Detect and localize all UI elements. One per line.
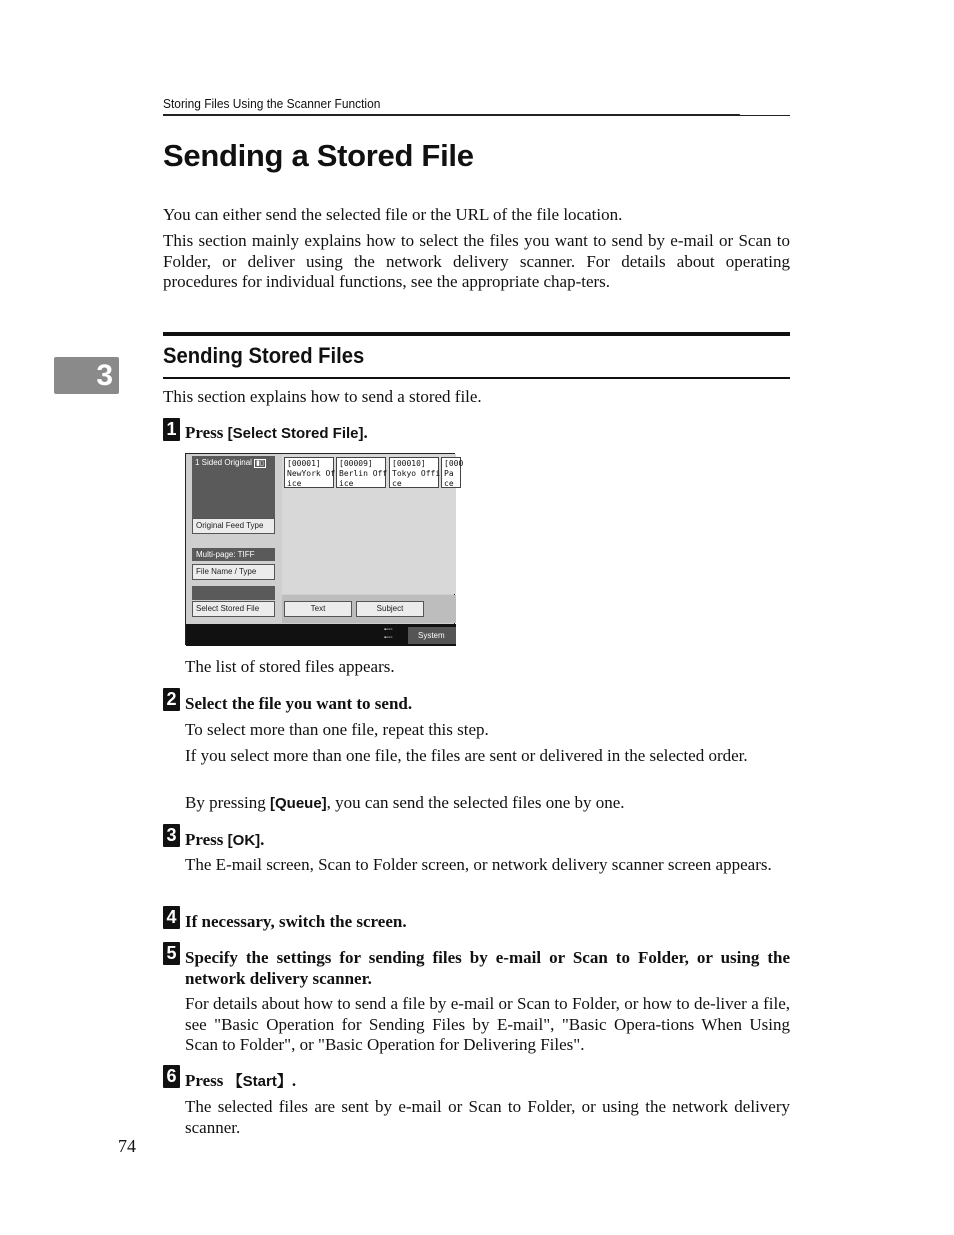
step-2-body-3: By pressing [Queue], you can send the selected files one by one. (185, 793, 625, 812)
file-name-type-button[interactable]: File Name / Type (192, 564, 275, 580)
section-intro: This section explains how to send a stored file. (163, 387, 482, 406)
step-4-instruction: If necessary, switch the screen. (185, 912, 407, 931)
step-3-body: The E-mail screen, Scan to Folder screen, or network delivery scanner screen appears. (185, 855, 772, 874)
multipage-label: Multi-page: TIFF (192, 548, 275, 561)
page-number: 74 (118, 1136, 136, 1156)
stored-file-card[interactable]: [00010] Tokyo Offi ce (389, 457, 439, 488)
select-stored-strip (192, 586, 275, 600)
step-2-body-1: To select more than one file, repeat this step. (185, 720, 489, 739)
step-badge-2: 2 (163, 688, 180, 711)
system-status-button[interactable]: System Stat (408, 627, 456, 644)
step-badge-6: 6 (163, 1065, 180, 1088)
text-button[interactable]: Text (284, 601, 352, 617)
step-1-result: The list of stored files appears. (185, 657, 395, 676)
intro-paragraph-2: This section mainly explains how to select the files you want to send by e-mail or Scan to Folder, or deliver using the network delivery scanner. For details about operating procedures for individual functions, see the appropriate chap-ters. (163, 231, 790, 292)
start-key: 【Start】 (227, 1073, 292, 1090)
scanner-screen-image (185, 453, 464, 657)
page-title: Sending a Stored File (163, 138, 474, 173)
step-6-instruction: Press 【Start】. (185, 1071, 297, 1090)
section-title: Sending Stored Files (163, 343, 365, 368)
step-2-body-2: If you select more than one file, the files are sent or delivered in the selected order. (185, 746, 748, 765)
step-1-instruction: Press [Select Stored File]. (185, 423, 368, 442)
step-badge-4: 4 (163, 906, 180, 929)
stored-file-card[interactable]: [00009] Berlin Off ice (336, 457, 386, 488)
memory-indicator-icon: ▪▫▫▫ ▪▫▫▫ (384, 627, 393, 641)
step-badge-1: 1 (163, 418, 180, 441)
original-feed-type-button[interactable]: Original Feed Type (192, 518, 275, 534)
queue-key: [Queue] (270, 795, 327, 812)
intro-paragraph-1: You can either send the selected file or the URL of the file location. (163, 205, 623, 224)
stored-file-card[interactable]: [000 Pa ce (441, 457, 461, 488)
step-badge-5: 5 (163, 942, 180, 965)
original-type-box: 1 Sided Original ▮▯ (192, 456, 275, 518)
section-rule-top (163, 332, 790, 336)
ok-key: [OK] (227, 832, 261, 849)
subject-button[interactable]: Subject (356, 601, 424, 617)
header-rule (163, 115, 790, 116)
step-6-body: The selected files are sent by e-mail or Scan to Folder, or using the network delivery scanner. (185, 1097, 790, 1137)
section-rule-bottom (163, 377, 790, 379)
running-header: Storing Files Using the Scanner Function (163, 96, 740, 115)
step-3-instruction: Press [OK]. (185, 830, 265, 849)
step-2-instruction: Select the file you want to send. (185, 694, 413, 713)
chapter-number: 3 (96, 359, 113, 392)
step-badge-3: 3 (163, 824, 180, 847)
step-5-instruction: Specify the settings for sending files by e-mail or Scan to Folder, or using the network delivery scanner. (185, 948, 790, 988)
step-5-body: For details about how to send a file by e-mail or Scan to Folder, or how to de-liver a file, see "Basic Operation for Sending Files by E-mail", "Basic Opera-tions When Using Scan to Folder", or "Basic Operation for Delivering Files". (185, 994, 790, 1055)
select-stored-file-button[interactable]: Select Stored File (192, 601, 275, 617)
select-stored-file-key: [Select Stored File] (227, 425, 364, 442)
stored-file-card[interactable]: [00001] NewYork Of ice (284, 457, 334, 488)
